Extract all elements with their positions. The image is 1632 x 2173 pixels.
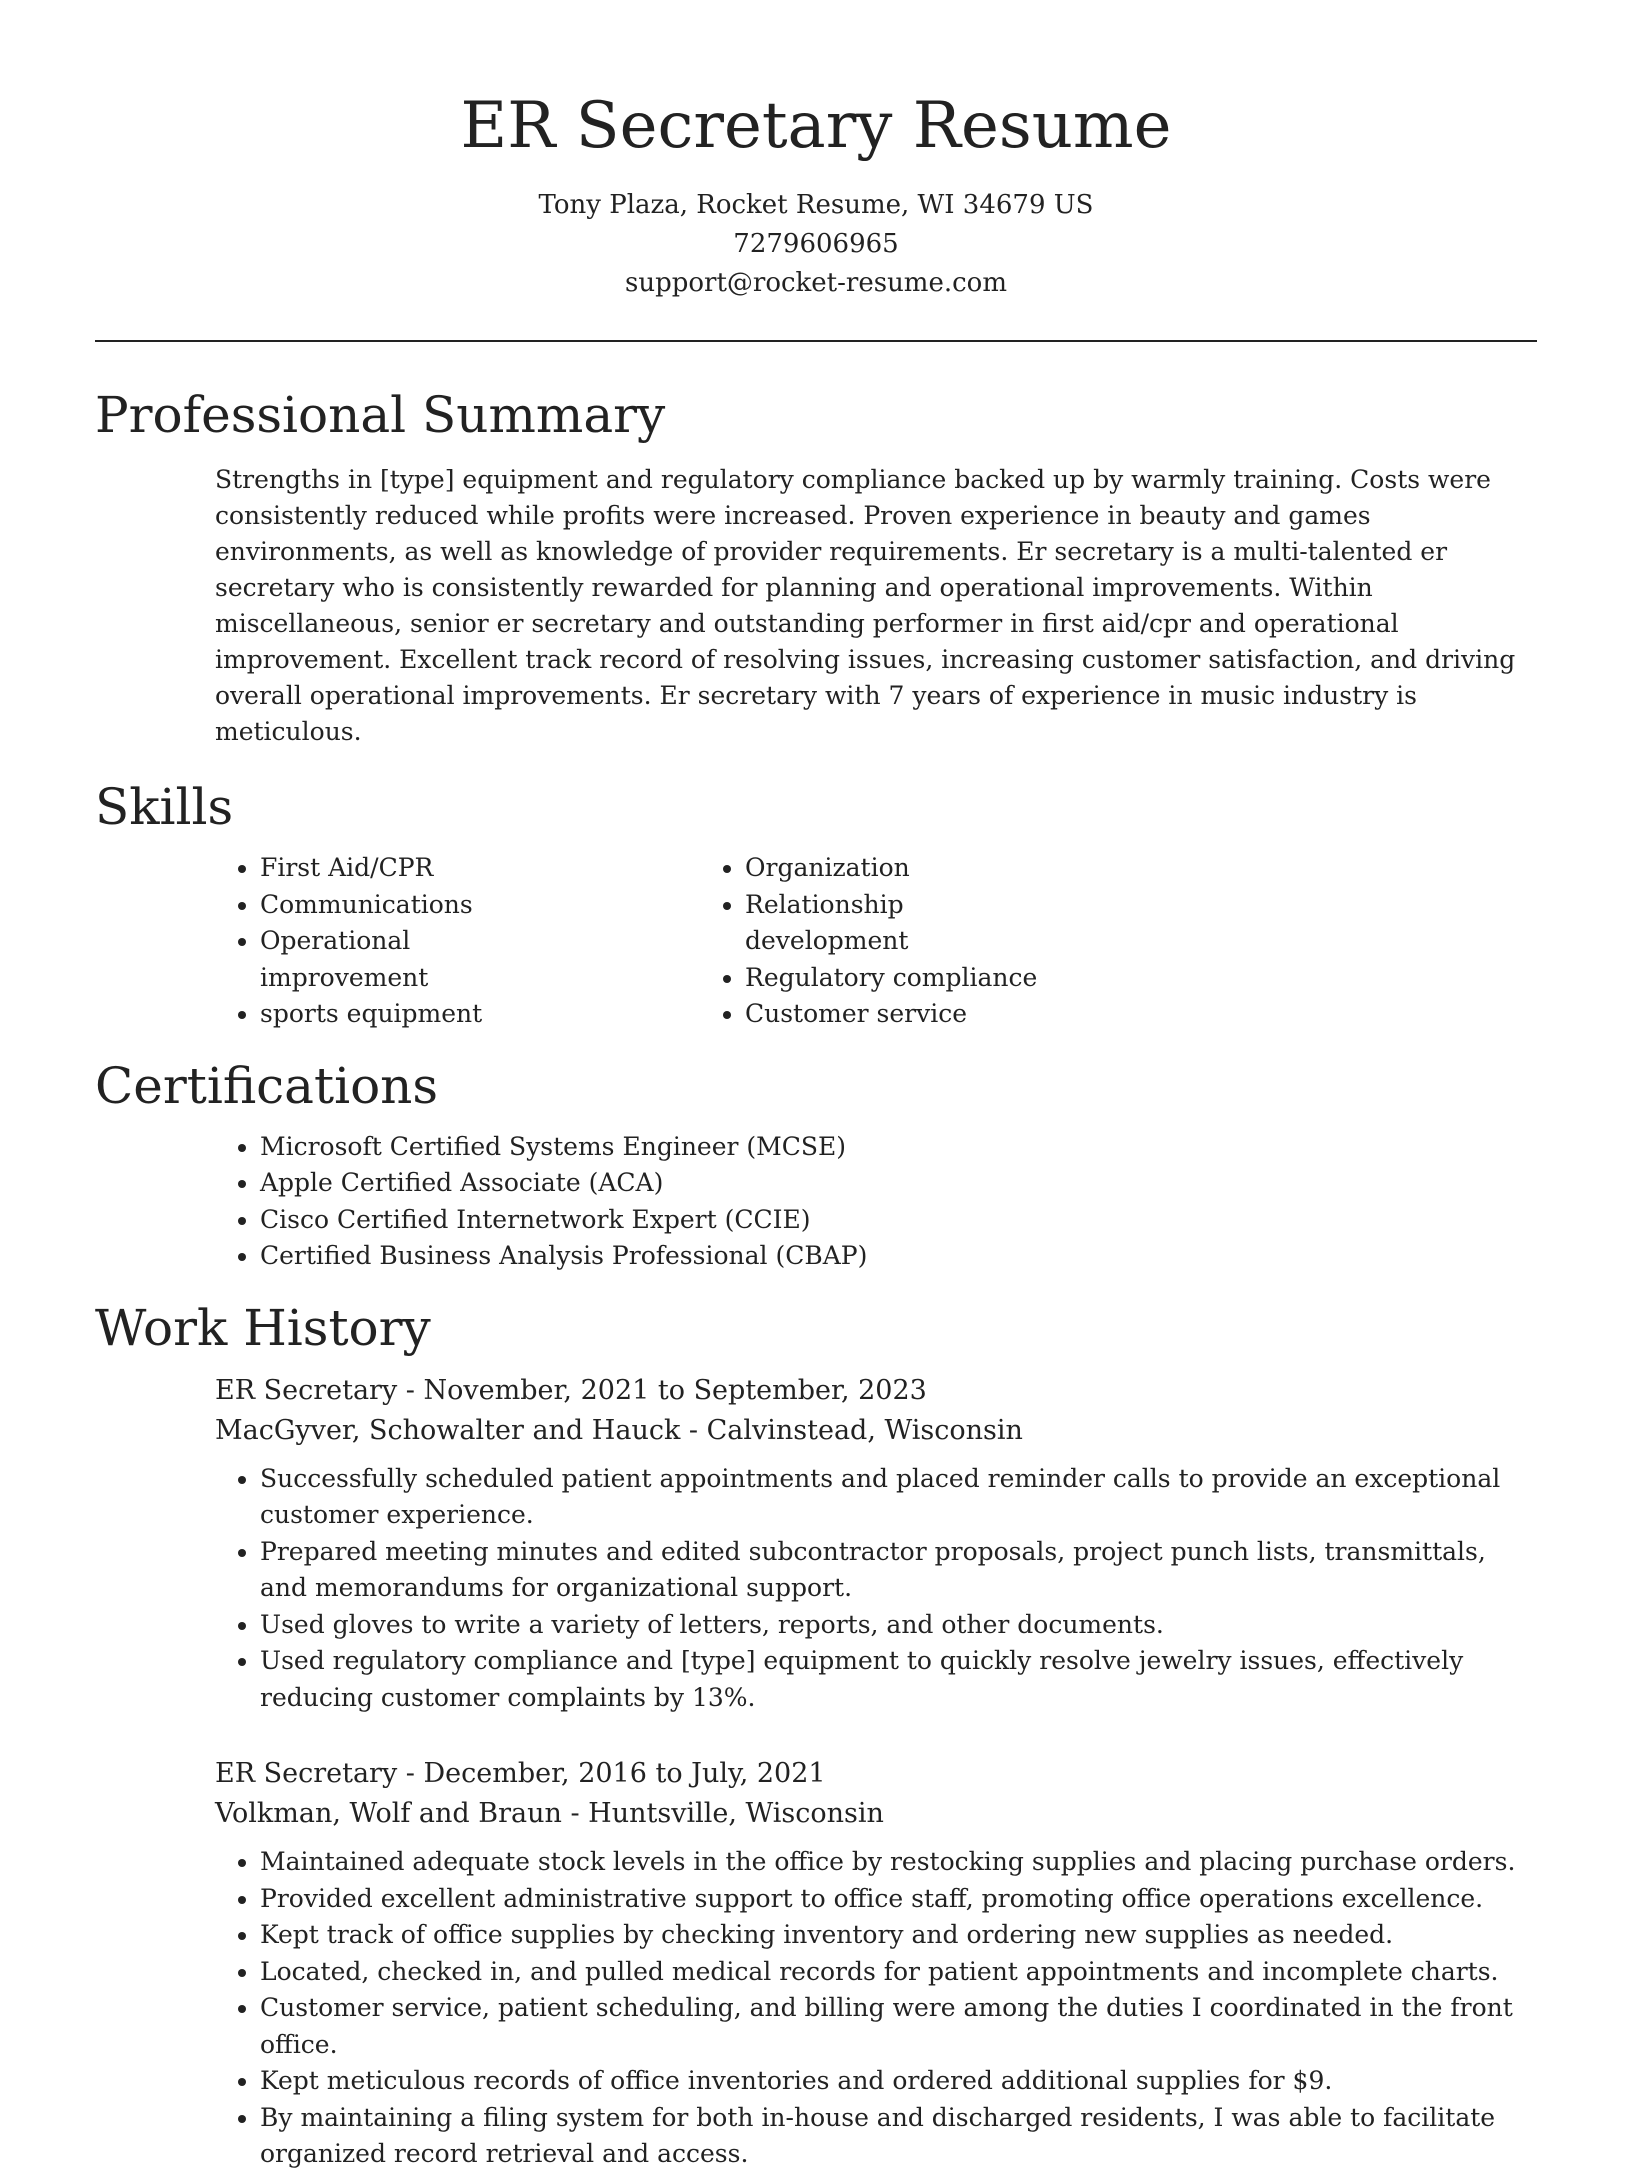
job-duty: • By maintaining a filing system for both in-house and discharged residents, I was able to facilitate organized record retrieval and access. [260,2100,1537,2173]
skills-columns [95,850,1537,1033]
contact-info [95,186,1537,303]
job-entry [215,1754,1537,2173]
job-duty: • Maintained adequate stock levels in the office by restocking supplies and placing purchase orders. [260,1844,1537,1881]
summary-heading: Professional Summary [95,386,666,444]
job-duty: • Kept track of office supplies by checking inventory and ordering new supplies as needed. [260,1917,1537,1954]
job-entry [215,1371,1537,1717]
skill-item: • Customer service [745,996,1065,1033]
skills-heading: Skills [95,778,234,836]
contact-phone: 7279606965 [733,229,899,259]
job-duty: • Provided excellent administrative support to office staff, promoting office operations excellence. [260,1881,1537,1918]
job-title: ER Secretary - November, 2021 to September, 2023 [215,1374,927,1406]
summary-text: Strengths in [type] equipment and regulatory compliance backed up by warmly training. Costs were consistently reduced while profits were increased. Proven experience in beauty and games environments, as well as knowledge of provider requirements. Er secretary is a multi-talented er secretary who is consistently rewarded for planning and operational improvements. Within miscellaneous, senior er secretary and outstanding performer in first aid/cpr and operational improvement. Excellent track record of resolving issues, increasing customer satisfaction, and driving overall operational improvements. Er secretary with 7 years of experience in music industry is meticulous. [215,465,1516,746]
job-duties-list [215,1844,1537,2173]
certification-item: • Microsoft Certified Systems Engineer (MCSE) [260,1129,1537,1166]
job-duty: • Kept meticulous records of office inventories and ordered additional supplies for $9. [260,2063,1537,2100]
certifications-list [95,1129,1537,1275]
skills-right-list [580,850,1065,1033]
job-duty: • Located, checked in, and pulled medical records for patient appointments and incomplete charts. [260,1954,1537,1991]
work-history-section [95,1297,1537,2173]
skill-item: • Operational improvement [260,923,580,996]
job-duty: • Customer service, patient scheduling, and billing were among the duties I coordinated in the front office. [260,1990,1537,2063]
job-company: Volkman, Wolf and Braun - Huntsville, Wisconsin [215,1798,884,1829]
work-history-heading: Work History [95,1298,431,1357]
skills-section [95,776,1537,1033]
job-duty: • Successfully scheduled patient appointments and placed reminder calls to provide an exceptional customer experience. [260,1461,1537,1534]
contact-email: support@rocket-resume.com [624,268,1007,298]
skill-item: • Regulatory compliance [745,960,1065,997]
job-duties-list [215,1461,1537,1717]
skill-item: • Relationship development [745,887,1065,960]
skill-item: • Organization [745,850,1065,887]
skill-item: • Communications [260,887,580,924]
skill-item: • First Aid/CPR [260,850,580,887]
certification-item: • Certified Business Analysis Professional (CBAP) [260,1238,1537,1275]
skill-item: • sports equipment [260,996,580,1033]
job-duty: • Prepared meeting minutes and edited subcontractor proposals, project punch lists, transmittals, and memorandums for organizational support. [260,1534,1537,1607]
job-duty: • Used regulatory compliance and [type] equipment to quickly resolve jewelry issues, effectively reducing customer complaints by 13%. [260,1643,1537,1716]
contact-address: Tony Plaza, Rocket Resume, WI 34679 US [538,190,1094,220]
certification-item: • Cisco Certified Internetwork Expert (CCIE) [260,1202,1537,1239]
page-title: ER Secretary Resume [460,89,1172,163]
job-duty: • Used gloves to write a variety of letters, reports, and other documents. [260,1607,1537,1644]
header-divider [95,340,1537,342]
job-title: ER Secretary - December, 2016 to July, 2021 [215,1758,826,1789]
summary-section [95,384,1537,750]
certifications-section [95,1055,1537,1275]
certification-item: • Apple Certified Associate (ACA) [260,1165,1537,1202]
certifications-heading: Certifications [95,1056,439,1115]
job-company: MacGyver, Schowalter and Hauck - Calvinstead, Wisconsin [215,1414,1023,1446]
skills-left-list [95,850,580,1033]
